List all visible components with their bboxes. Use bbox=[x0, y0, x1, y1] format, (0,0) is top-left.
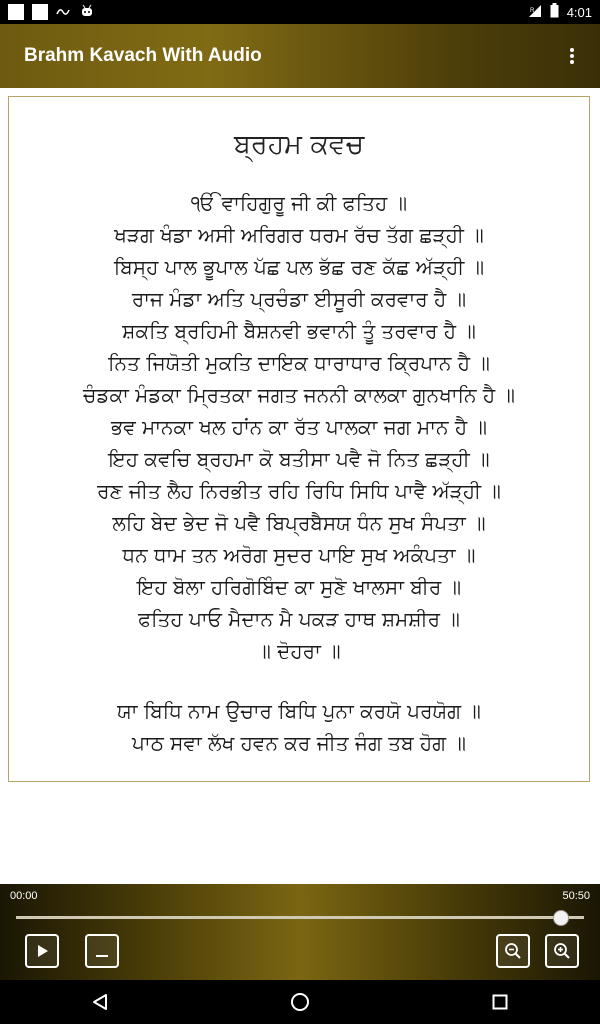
verse-line: ਯਾ ਬਿਧਿ ਨਾਮ ਉਚਾਰ ਬਿਧਿ ਪੁਨਾ ਕਰਯੋ ਪਰਯੋਗ ॥ bbox=[117, 699, 481, 723]
more-vert-icon bbox=[569, 47, 575, 65]
verse-line: ਫਤਿਹ ਪਾਓ ਮੈਦਾਨ ਮੈ ਪਕੜ ਹਾਥ ਸ਼ਮਸ਼ੀਰ ॥ bbox=[138, 607, 460, 631]
verse-line: ਪਾਠ ਸਵਾ ਲੱਖ ਹਵਨ ਕਰ ਜੀਤ ਜੰਗ ਤਬ ਹੋਗ ॥ bbox=[132, 731, 466, 755]
verse-line: ਰਣ ਜੀਤ ਲੈਹ ਨਿਰਭੀਤ ਰਹਿ ਰਿਧਿ ਸਿਧਿ ਪਾਵੈ ਅੱੜ੍ਹੀ ॥ bbox=[97, 479, 501, 503]
recents-button[interactable] bbox=[476, 980, 524, 1024]
android-icon bbox=[80, 4, 94, 21]
home-icon bbox=[290, 992, 310, 1012]
play-icon bbox=[35, 944, 49, 958]
recents-icon bbox=[492, 994, 508, 1010]
zoom-in-button[interactable] bbox=[545, 934, 579, 968]
clock: 4:01 bbox=[566, 4, 592, 20]
app-bar bbox=[0, 24, 600, 88]
audio-player bbox=[0, 884, 600, 980]
verse-line: ਇਹ ਬੋਲਾ ਹਰਿਗੋਬਿੰਦ ਕਾ ਸੁਣੋ ਖਾਲਸਾ ਬੀਰ ॥ bbox=[136, 575, 462, 599]
navigation-bar bbox=[0, 980, 600, 1024]
zoom-in-icon bbox=[553, 942, 571, 960]
home-button[interactable] bbox=[276, 980, 324, 1024]
notification-icon bbox=[8, 4, 24, 20]
zoom-out-icon bbox=[504, 942, 522, 960]
verse-line: ਚੰਡਕਾ ਮੰਡਕਾ ਮ੍ਰਿਤਕਾ ਜਗਤ ਜਨਨੀ ਕਾਲਕਾ ਗੁਨਖਾਨਿ ਹੈ ॥ bbox=[83, 383, 515, 407]
status-bar bbox=[0, 0, 600, 24]
signal-icon bbox=[528, 4, 542, 21]
battery-icon bbox=[550, 3, 559, 21]
poem-title: ਬ੍ਰਹਮ ਕਵਚ bbox=[233, 129, 365, 160]
status-indicators bbox=[528, 3, 600, 21]
verse-line: ਇਹ ਕਵਚਿ ਬ੍ਰਹਮਾ ਕੋ ਬਤੀਸਾ ਪਵੈ ਜੋ ਨਿਤ ਛੜ੍ਹੀ ॥ bbox=[108, 447, 490, 471]
zoom-out-button[interactable] bbox=[496, 934, 530, 968]
verse-list bbox=[9, 187, 589, 759]
verse-line: ੴ ਵਾਹਿਗੁਰੂ ਜੀ ਕੀ ਫਤਿਹ ॥ bbox=[190, 191, 408, 215]
stop-button[interactable] bbox=[85, 934, 119, 968]
verse-line: ਰਾਜ ਮੰਡਾ ਅਤਿ ਪ੍ਰਚੰਡਾ ਈਸੂਰੀ ਕਰਵਾਰ ਹੈ ॥ bbox=[131, 287, 467, 311]
verse-line: ਸ਼ਕਤਿ ਬ੍ਰਹਿਮੀ ਬੈਸ਼ਨਵੀ ਭਵਾਨੀ ਤੂੰ ਤਰਵਾਰ ਹੈ ॥ bbox=[122, 319, 476, 343]
notification-app-icon bbox=[56, 6, 72, 18]
verse-line: ਨਿਤ ਜਿਯੋਤੀ ਮੁਕਤਿ ਦਾਇਕ ਧਾਰਾਧਾਰ ਕ੍ਰਿਪਾਨ ਹੈ ॥ bbox=[108, 351, 490, 375]
stop-icon bbox=[95, 944, 109, 958]
back-icon bbox=[91, 993, 109, 1011]
verse-line: ਭਵ ਮਾਨਕਾ ਖਲ ਹਾਂਨ ਕਾ ਰੱਤ ਪਾਲਕਾ ਜਗ ਮਾਨ ਹੈ ॥ bbox=[111, 415, 487, 439]
notification-icon bbox=[32, 4, 48, 20]
verse-line: ਲਹਿ ਬੇਦ ਭੇਦ ਜੋ ਪਵੈ ਬਿਪ੍ਰਬੈਸਯ ਧੰਨ ਸੁਖ ਸੰਪਤਾ ॥ bbox=[112, 511, 486, 535]
app-title: Brahm Kavach With Audio bbox=[24, 45, 262, 66]
verse-line: ਧਨ ਧਾਮ ਤਨ ਅਰੋਗ ਸੁਦਰ ਪਾਇ ਸੁਖ ਅਕੰਪਤਾ ॥ bbox=[122, 543, 476, 567]
svg-text:R: R bbox=[529, 7, 535, 14]
seek-thumb[interactable] bbox=[553, 910, 569, 926]
verse-line: ਖੜਗ ਖੰਡਾ ਅਸੀ ਅਰਿਗਰ ਧਰਮ ਰੱਚ ਤੱਗ ਛੜ੍ਹੀ ॥ bbox=[114, 223, 484, 247]
stanza-gap bbox=[9, 667, 589, 695]
verse-line: ॥ ਦੋਹਰਾ ॥ bbox=[257, 639, 341, 663]
status-notifications bbox=[0, 4, 94, 21]
overflow-menu-button[interactable] bbox=[548, 32, 596, 80]
current-time: 00:00 bbox=[10, 890, 38, 902]
play-button[interactable] bbox=[25, 934, 59, 968]
seek-bar[interactable] bbox=[16, 916, 584, 919]
text-card bbox=[8, 96, 590, 782]
back-button[interactable] bbox=[76, 980, 124, 1024]
verse-line: ਬਿਸ੍ਹ ਪਾਲ ਭੂਪਾਲ ਪੱਛ ਪਲ ਭੱਛ ਰਣ ਕੱਛ ਅੱੜ੍ਹੀ ॥ bbox=[113, 255, 485, 279]
total-time: 50:50 bbox=[562, 890, 590, 902]
